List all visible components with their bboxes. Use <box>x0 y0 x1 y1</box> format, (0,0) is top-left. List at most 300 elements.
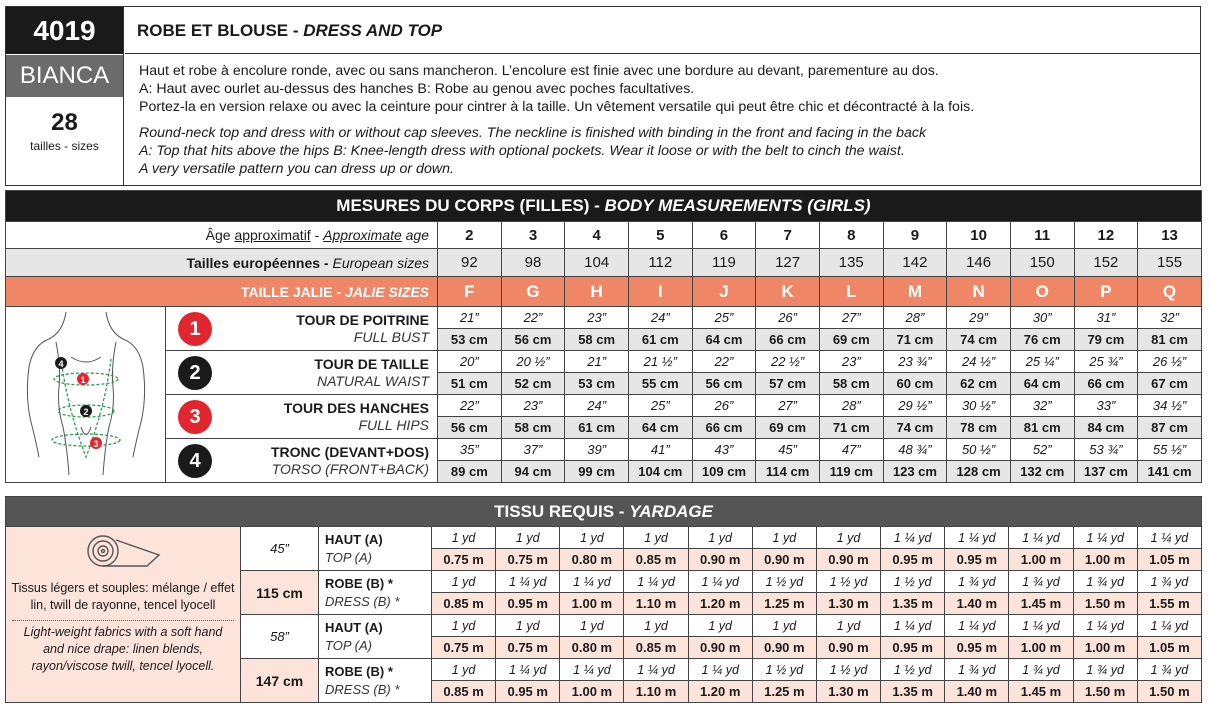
yardage-m-cell: 1.35 m <box>881 593 945 615</box>
age-label-part: Âge <box>205 227 235 243</box>
age-label-part: Approximate <box>323 227 402 243</box>
european-size-cell: 150 <box>1010 249 1074 277</box>
measurements-title <box>6 191 1202 222</box>
measurement-inches-cell: 22” <box>501 307 565 329</box>
yardage-yd-cell: 1 yd <box>688 615 752 637</box>
measurement-inches-cell: 32” <box>1138 307 1202 329</box>
yardage-m-cell: 1.30 m <box>816 681 880 703</box>
jalie-size-cell: O <box>1010 277 1074 307</box>
measurement-inches-cell: 22 ½” <box>756 351 820 373</box>
measurement-name-fr: TRONC (DEVANT+DOS) <box>270 443 429 460</box>
yardage-yd-cell: 1 ½ yd <box>881 659 945 681</box>
measurement-inches-cell: 35” <box>438 439 502 461</box>
yardage-m-cell: 0.90 m <box>752 549 816 571</box>
yardage-yd-cell: 1 yd <box>496 527 560 549</box>
svg-text:1: 1 <box>79 375 86 385</box>
measurement-inches-cell: 24 ½” <box>947 351 1011 373</box>
measurement-inches-cell: 37” <box>501 439 565 461</box>
measurement-cm-cell: 119 cm <box>819 461 883 483</box>
yardage-m-cell: 1.00 m <box>560 593 624 615</box>
european-size-cell: 142 <box>883 249 947 277</box>
european-size-cell: 155 <box>1138 249 1202 277</box>
yardage-yd-cell: 1 ½ yd <box>752 571 816 593</box>
yardage-m-cell: 0.95 m <box>945 637 1009 659</box>
yardage-yd-cell: 1 ¼ yd <box>1137 527 1201 549</box>
fabric-roll-icon-wrap <box>6 527 240 580</box>
measurement-name-cell <box>166 351 438 395</box>
garment-name <box>319 571 432 615</box>
jalie-size-cell: Q <box>1138 277 1202 307</box>
measurement-cm-cell: 58 cm <box>819 373 883 395</box>
body-measurements-table <box>5 190 1202 483</box>
european-size-cell: 135 <box>819 249 883 277</box>
measurement-name-en: FULL HIPS <box>358 416 429 433</box>
measurements-title-en: BODY MEASUREMENTS (GIRLS) <box>604 196 871 215</box>
measurement-cm-cell: 57 cm <box>756 373 820 395</box>
measurement-cm-cell: 56 cm <box>692 373 756 395</box>
svg-text:3: 3 <box>92 439 99 449</box>
measurement-inches-cell: 22” <box>438 395 502 417</box>
pattern-header <box>5 6 1201 186</box>
measurement-inches-cell: 43” <box>692 439 756 461</box>
yardage-yd-cell: 1 ¼ yd <box>881 527 945 549</box>
measurement-number-badge: 1 <box>178 312 212 346</box>
fabric-info <box>6 527 241 703</box>
yardage-m-cell: 1.10 m <box>624 681 688 703</box>
measurement-inches-cell: 52” <box>1010 439 1074 461</box>
age-cell: 13 <box>1138 222 1202 249</box>
age-cell: 4 <box>565 222 629 249</box>
garment-name-fr: HAUT (A) <box>325 619 383 635</box>
yardage-m-cell: 1.00 m <box>560 681 624 703</box>
measurement-inches-cell: 22” <box>692 351 756 373</box>
measurement-cm-cell: 79 cm <box>1074 329 1138 351</box>
yardage-yd-cell: 1 ¼ yd <box>881 615 945 637</box>
yardage-yd-cell: 1 yd <box>432 615 496 637</box>
measurement-row <box>6 395 1202 417</box>
yardage-yd-cell: 1 ½ yd <box>881 571 945 593</box>
measurement-inches-cell: 26 ½” <box>1138 351 1202 373</box>
measurement-inches-cell: 50 ½” <box>947 439 1011 461</box>
measurement-row <box>6 351 1202 373</box>
measurement-cm-cell: 62 cm <box>947 373 1011 395</box>
measurement-cm-cell: 53 cm <box>565 373 629 395</box>
measurement-inches-cell: 21 ½” <box>628 351 692 373</box>
measurement-name-fr: TOUR DE TAILLE <box>314 355 429 372</box>
yardage-yd-cell: 1 ¼ yd <box>1073 615 1137 637</box>
yardage-yd-cell: 1 ¼ yd <box>688 659 752 681</box>
yardage-yd-cell: 1 yd <box>432 527 496 549</box>
european-size-cell: 92 <box>438 249 502 277</box>
age-label-part: age <box>401 227 429 243</box>
measurement-cm-cell: 99 cm <box>565 461 629 483</box>
measurement-inches-cell: 30” <box>1010 307 1074 329</box>
yardage-yd-cell: 1 ¼ yd <box>1009 527 1073 549</box>
garment-name-fr: ROBE (B) * <box>325 663 393 679</box>
yardage-yd-cell: 1 yd <box>752 527 816 549</box>
measurement-cm-cell: 128 cm <box>947 461 1011 483</box>
yardage-yd-cell: 1 yd <box>432 659 496 681</box>
age-cell: 12 <box>1074 222 1138 249</box>
jalie-size-cell: F <box>438 277 502 307</box>
yardage-m-cell: 1.50 m <box>1137 681 1201 703</box>
european-size-cell: 112 <box>628 249 692 277</box>
pattern-description <box>139 62 1194 178</box>
yardage-title-fr: TISSU REQUIS - <box>494 501 630 521</box>
measurement-inches-cell: 30 ½” <box>947 395 1011 417</box>
yardage-yd-cell: 1 ¼ yd <box>496 659 560 681</box>
yardage-m-cell: 0.85 m <box>624 549 688 571</box>
yardage-yd-cell: 1 yd <box>560 527 624 549</box>
svg-text:4: 4 <box>57 359 64 369</box>
measurement-cm-cell: 67 cm <box>1138 373 1202 395</box>
measurement-inches-cell: 23” <box>501 395 565 417</box>
yardage-yd-cell: 1 ½ yd <box>816 659 880 681</box>
body-diagram <box>6 307 166 483</box>
yardage-yd-cell: 1 ½ yd <box>752 659 816 681</box>
yardage-m-cell: 0.75 m <box>432 549 496 571</box>
measurement-name-fr: TOUR DE POITRINE <box>296 311 429 328</box>
measurement-inches-cell: 34 ½” <box>1138 395 1202 417</box>
yardage-m-cell: 1.05 m <box>1137 637 1201 659</box>
yardage-yd-cell: 1 ¾ yd <box>1073 659 1137 681</box>
garment-name <box>319 659 432 703</box>
yardage-yd-cell: 1 yd <box>752 615 816 637</box>
measurement-cm-cell: 71 cm <box>883 329 947 351</box>
measurement-name-fr: TOUR DES HANCHES <box>283 399 429 416</box>
fabric-width-inches: 45” <box>241 527 319 571</box>
measurement-cm-cell: 66 cm <box>692 417 756 439</box>
garment-name <box>319 615 432 659</box>
measurements-title-fr: MESURES DU CORPS (FILLES) - <box>336 196 605 215</box>
yardage-yd-cell: 1 yd <box>688 527 752 549</box>
measurement-cm-cell: 56 cm <box>501 329 565 351</box>
yardage-m-cell: 1.00 m <box>1009 637 1073 659</box>
measurement-inches-cell: 24” <box>565 395 629 417</box>
measurement-inches-cell: 26” <box>692 395 756 417</box>
yardage-yd-cell: 1 yd <box>496 615 560 637</box>
yardage-yd-cell: 1 ¼ yd <box>1073 527 1137 549</box>
measurement-inches-cell: 47” <box>819 439 883 461</box>
measurement-inches-cell: 27” <box>819 307 883 329</box>
european-size-cell: 127 <box>756 249 820 277</box>
measurement-cm-cell: 58 cm <box>501 417 565 439</box>
jalie-sizes-label-en: JALIE SIZES <box>344 283 429 300</box>
european-size-cell: 98 <box>501 249 565 277</box>
yardage-m-cell: 1.25 m <box>752 681 816 703</box>
measurement-inches-cell: 25 ¼” <box>1010 351 1074 373</box>
yardage-m-cell: 0.80 m <box>560 637 624 659</box>
fabric-width-inches: 58” <box>241 615 319 659</box>
garment-name-fr: ROBE (B) * <box>325 575 393 591</box>
yardage-yd-cell: 1 ¼ yd <box>1009 615 1073 637</box>
yardage-m-cell: 1.00 m <box>1073 549 1137 571</box>
measurement-cm-cell: 64 cm <box>628 417 692 439</box>
measurement-cm-cell: 71 cm <box>819 417 883 439</box>
measurement-cm-cell: 132 cm <box>1010 461 1074 483</box>
measurement-name-en: TORSO (FRONT+BACK) <box>271 460 429 477</box>
yardage-m-cell: 1.00 m <box>1009 549 1073 571</box>
age-label-part: approximatif <box>234 227 311 243</box>
yardage-m-cell: 0.90 m <box>688 637 752 659</box>
measurement-cm-cell: 114 cm <box>756 461 820 483</box>
measurement-inches-cell: 41” <box>628 439 692 461</box>
yardage-m-cell: 1.45 m <box>1009 681 1073 703</box>
yardage-yd-cell: 1 ¾ yd <box>1137 571 1201 593</box>
yardage-m-cell: 1.40 m <box>945 681 1009 703</box>
yardage-table <box>5 496 1202 703</box>
yardage-m-cell: 1.10 m <box>624 593 688 615</box>
measurement-cm-cell: 53 cm <box>438 329 502 351</box>
yardage-m-cell: 1.50 m <box>1073 593 1137 615</box>
measurement-inches-cell: 23 ¾” <box>883 351 947 373</box>
measurement-inches-cell: 28” <box>819 395 883 417</box>
measurement-cm-cell: 51 cm <box>438 373 502 395</box>
measurement-inches-cell: 28” <box>883 307 947 329</box>
measurement-cm-cell: 52 cm <box>501 373 565 395</box>
european-sizes-label-fr: Tailles européennes - <box>186 254 333 271</box>
measurement-inches-cell: 27” <box>756 395 820 417</box>
measurement-inches-cell: 20” <box>438 351 502 373</box>
measurement-name-cell <box>166 439 438 483</box>
yardage-m-cell: 0.85 m <box>432 681 496 703</box>
description-fr-line: A: Haut avec ourlet au-dessus des hanches B: Robe au genou avec poches facultatives. <box>139 81 695 97</box>
measurement-row <box>6 439 1202 461</box>
yardage-yd-cell: 1 ¾ yd <box>1137 659 1201 681</box>
measurement-cm-cell: 61 cm <box>565 417 629 439</box>
measurement-cm-cell: 137 cm <box>1074 461 1138 483</box>
yardage-row <box>6 527 1202 549</box>
jalie-size-cell: P <box>1074 277 1138 307</box>
yardage-m-cell: 0.95 m <box>881 549 945 571</box>
description-fr-line: Portez-la en version relaxe ou avec la ceinture pour cintrer à la taille. Un vêtement versatile qui peut être chic et décontracté à la fois. <box>139 99 975 115</box>
yardage-m-cell: 1.45 m <box>1009 593 1073 615</box>
measurement-inches-cell: 29 ½” <box>883 395 947 417</box>
fabric-description-fr: Tissus légers et souples: mélange / effet lin, twill de rayonne, tencel lyocell <box>11 581 235 612</box>
age-cell: 5 <box>628 222 692 249</box>
yardage-yd-cell: 1 yd <box>624 615 688 637</box>
description-en-line: A: Top that hits above the hips B: Knee-length dress with optional pockets. Wear it loose or with the belt to cinch the waist. <box>139 143 905 159</box>
yardage-yd-cell: 1 ¼ yd <box>560 659 624 681</box>
yardage-yd-cell: 1 yd <box>624 527 688 549</box>
svg-text:2: 2 <box>82 407 89 417</box>
yardage-yd-cell: 1 ¼ yd <box>688 571 752 593</box>
jalie-size-cell: K <box>756 277 820 307</box>
yardage-yd-cell: 1 ¼ yd <box>1137 615 1201 637</box>
european-size-cell: 152 <box>1074 249 1138 277</box>
yardage-m-cell: 1.50 m <box>1073 681 1137 703</box>
measurement-number-badge: 3 <box>178 400 212 434</box>
measurement-inches-cell: 20 ½” <box>501 351 565 373</box>
european-size-cell: 146 <box>947 249 1011 277</box>
yardage-yd-cell: 1 ¼ yd <box>945 615 1009 637</box>
yardage-m-cell: 0.95 m <box>945 549 1009 571</box>
jalie-sizes-label <box>6 277 438 307</box>
yardage-m-cell: 0.85 m <box>624 637 688 659</box>
jalie-size-cell: G <box>501 277 565 307</box>
measurement-inches-cell: 25 ¾” <box>1074 351 1138 373</box>
yardage-m-cell: 1.40 m <box>945 593 1009 615</box>
garment-name-en: TOP (A) <box>325 549 372 565</box>
yardage-m-cell: 0.90 m <box>752 637 816 659</box>
age-cell: 8 <box>819 222 883 249</box>
yardage-yd-cell: 1 yd <box>560 615 624 637</box>
measurement-cm-cell: 74 cm <box>947 329 1011 351</box>
measurement-cm-cell: 74 cm <box>883 417 947 439</box>
measurement-cm-cell: 56 cm <box>438 417 502 439</box>
measurement-inches-cell: 21” <box>438 307 502 329</box>
garment-name-en: DRESS (B) * <box>325 681 400 697</box>
measurement-cm-cell: 81 cm <box>1010 417 1074 439</box>
description-fr <box>139 62 1194 116</box>
yardage-yd-cell: 1 yd <box>816 527 880 549</box>
measurement-inches-cell: 23” <box>819 351 883 373</box>
yardage-m-cell: 0.75 m <box>432 637 496 659</box>
jalie-size-cell: I <box>628 277 692 307</box>
jalie-size-cell: J <box>692 277 756 307</box>
pattern-number: 4019 <box>6 7 123 54</box>
yardage-yd-cell: 1 ¼ yd <box>560 571 624 593</box>
yardage-m-cell: 1.05 m <box>1137 549 1201 571</box>
yardage-m-cell: 0.75 m <box>496 549 560 571</box>
measurement-cm-cell: 89 cm <box>438 461 502 483</box>
yardage-yd-cell: 1 ¾ yd <box>1073 571 1137 593</box>
measurement-name-en: NATURAL WAIST <box>316 372 429 389</box>
measurement-name-en: FULL BUST <box>353 328 429 345</box>
yardage-m-cell: 1.30 m <box>816 593 880 615</box>
measurement-cm-cell: 55 cm <box>628 373 692 395</box>
measurement-cm-cell: 64 cm <box>1010 373 1074 395</box>
yardage-m-cell: 0.90 m <box>816 637 880 659</box>
measurement-cm-cell: 69 cm <box>756 417 820 439</box>
jalie-size-cell: H <box>565 277 629 307</box>
measurement-inches-cell: 31” <box>1074 307 1138 329</box>
fabric-description-en: Light-weight fabrics with a soft hand and nice drape: linen blends, rayon/viscose twill, tencel lyocell. <box>12 620 234 675</box>
age-label-part: - <box>310 227 324 243</box>
jalie-size-cell: N <box>947 277 1011 307</box>
yardage-m-cell: 1.55 m <box>1137 593 1201 615</box>
age-cell: 10 <box>947 222 1011 249</box>
garment-name-fr: HAUT (A) <box>325 531 383 547</box>
yardage-yd-cell: 1 ¼ yd <box>624 571 688 593</box>
yardage-yd-cell: 1 yd <box>432 571 496 593</box>
measurement-cm-cell: 94 cm <box>501 461 565 483</box>
measurement-cm-cell: 66 cm <box>1074 373 1138 395</box>
measurement-cm-cell: 69 cm <box>819 329 883 351</box>
yardage-m-cell: 1.25 m <box>752 593 816 615</box>
measurement-inches-cell: 21” <box>565 351 629 373</box>
european-size-cell: 104 <box>565 249 629 277</box>
age-cell: 7 <box>756 222 820 249</box>
measurement-cm-cell: 66 cm <box>756 329 820 351</box>
measurement-inches-cell: 23” <box>565 307 629 329</box>
yardage-yd-cell: 1 ¾ yd <box>1009 659 1073 681</box>
yardage-yd-cell: 1 yd <box>816 615 880 637</box>
yardage-m-cell: 0.90 m <box>816 549 880 571</box>
size-count-label: tailles - sizes <box>30 139 99 153</box>
yardage-m-cell: 1.00 m <box>1073 637 1137 659</box>
measurement-cm-cell: 78 cm <box>947 417 1011 439</box>
garment-name <box>319 527 432 571</box>
age-label <box>6 222 438 249</box>
body-diagram-icon <box>11 307 161 477</box>
age-cell: 3 <box>501 222 565 249</box>
age-cell: 9 <box>883 222 947 249</box>
yardage-yd-cell: 1 ¼ yd <box>496 571 560 593</box>
yardage-title <box>6 497 1202 527</box>
yardage-m-cell: 1.20 m <box>688 593 752 615</box>
size-count: 28 <box>51 109 78 136</box>
measurement-name-cell <box>166 307 438 351</box>
jalie-size-cell: M <box>883 277 947 307</box>
measurement-cm-cell: 76 cm <box>1010 329 1074 351</box>
measurement-cm-cell: 61 cm <box>628 329 692 351</box>
european-sizes-label-en: European sizes <box>332 254 429 271</box>
measurement-cm-cell: 123 cm <box>883 461 947 483</box>
yardage-m-cell: 0.80 m <box>560 549 624 571</box>
yardage-m-cell: 0.95 m <box>881 637 945 659</box>
age-cell: 6 <box>692 222 756 249</box>
measurement-cm-cell: 104 cm <box>628 461 692 483</box>
pattern-name: BIANCA <box>6 55 123 97</box>
measurement-cm-cell: 109 cm <box>692 461 756 483</box>
measurement-cm-cell: 58 cm <box>565 329 629 351</box>
european-sizes-label <box>6 249 438 277</box>
measurement-row <box>6 307 1202 329</box>
description-en-line: A very versatile pattern you can dress up or down. <box>139 161 454 177</box>
yardage-yd-cell: 1 ¾ yd <box>945 659 1009 681</box>
pattern-title <box>125 7 1200 54</box>
description-fr-line: Haut et robe à encolure ronde, avec ou sans mancheron. L’encolure est finie avec une bordure au devant, parementure au dos. <box>139 63 939 79</box>
yardage-yd-cell: 1 ¼ yd <box>624 659 688 681</box>
yardage-m-cell: 1.20 m <box>688 681 752 703</box>
description-en-line: Round-neck top and dress with or without cap sleeves. The neckline is finished with binding in the front and facing in the back <box>139 125 927 141</box>
measurement-inches-cell: 55 ½” <box>1138 439 1202 461</box>
measurement-inches-cell: 24” <box>628 307 692 329</box>
yardage-m-cell: 0.90 m <box>688 549 752 571</box>
fabric-width-cm: 115 cm <box>241 571 319 615</box>
description-en <box>139 124 1194 178</box>
measurement-inches-cell: 25” <box>628 395 692 417</box>
fabric-description <box>6 527 240 675</box>
pattern-id-panel <box>6 7 124 185</box>
fabric-roll-icon <box>83 531 163 571</box>
yardage-m-cell: 0.95 m <box>496 593 560 615</box>
measurement-inches-cell: 53 ¾” <box>1074 439 1138 461</box>
yardage-yd-cell: 1 ¾ yd <box>945 571 1009 593</box>
measurement-inches-cell: 48 ¾” <box>883 439 947 461</box>
pattern-title-fr: ROBE ET BLOUSE - <box>137 21 304 40</box>
measurement-number-badge: 2 <box>178 356 212 390</box>
measurement-inches-cell: 26” <box>756 307 820 329</box>
measurement-name-cell <box>166 395 438 439</box>
measurement-inches-cell: 39” <box>565 439 629 461</box>
yardage-m-cell: 1.35 m <box>881 681 945 703</box>
yardage-m-cell: 0.75 m <box>496 637 560 659</box>
garment-name-en: TOP (A) <box>325 637 372 653</box>
measurement-cm-cell: 81 cm <box>1138 329 1202 351</box>
garment-name-en: DRESS (B) * <box>325 593 400 609</box>
age-cell: 2 <box>438 222 502 249</box>
measurement-number-badge: 4 <box>178 444 212 478</box>
measurement-cm-cell: 84 cm <box>1074 417 1138 439</box>
measurement-cm-cell: 64 cm <box>692 329 756 351</box>
jalie-sizes-label-fr: TAILLE JALIE - <box>241 283 345 300</box>
size-count-block <box>6 97 123 153</box>
measurement-inches-cell: 32” <box>1010 395 1074 417</box>
yardage-m-cell: 0.85 m <box>432 593 496 615</box>
measurement-cm-cell: 87 cm <box>1138 417 1202 439</box>
